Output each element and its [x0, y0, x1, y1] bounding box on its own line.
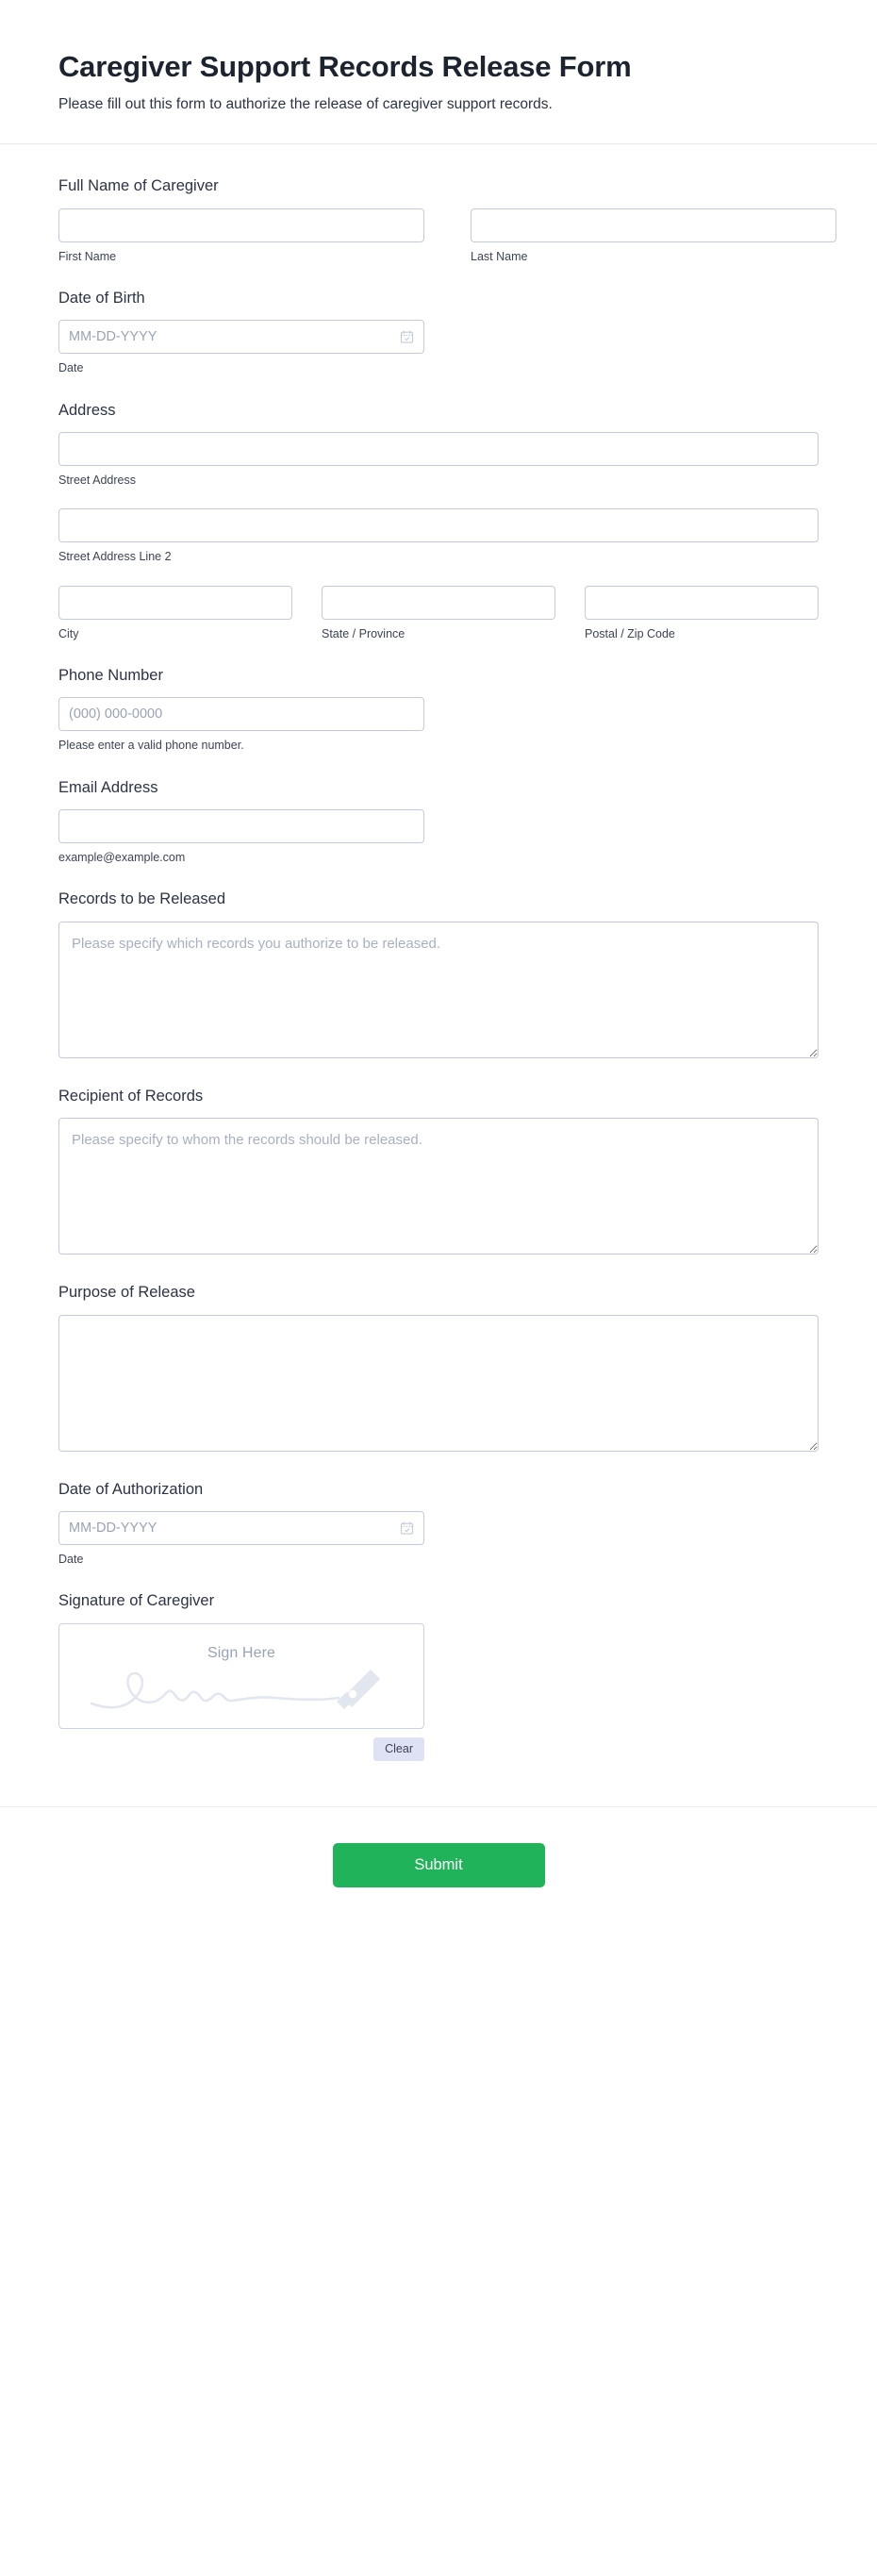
signature-actions: [58, 1737, 424, 1761]
records-to-be-released-textarea[interactable]: [58, 922, 819, 1058]
last-name-col: [471, 208, 836, 264]
field-email-address: [58, 778, 819, 866]
date-of-authorization-sublabel: Date: [58, 1552, 84, 1566]
state-province-sublabel: State / Province: [322, 626, 405, 640]
street-address-2-col: [58, 508, 819, 564]
zip-col: [585, 586, 819, 641]
form-footer: [0, 1807, 877, 1954]
street-address-2-sublabel: Street Address Line 2: [58, 550, 172, 564]
city-sublabel: City: [58, 626, 79, 640]
field-phone-number: [58, 666, 819, 754]
state-col: [322, 586, 555, 641]
submit-button[interactable]: Submit: [333, 1843, 545, 1888]
city-input[interactable]: [58, 586, 292, 620]
signature-pad[interactable]: [58, 1623, 424, 1729]
date-of-authorization-wrap: [58, 1511, 424, 1545]
field-address: [58, 401, 819, 641]
clear-signature-button[interactable]: Clear: [373, 1737, 424, 1761]
recipient-of-records-label: Recipient of Records: [58, 1087, 204, 1105]
date-of-birth-input[interactable]: [58, 320, 424, 354]
street-address-col: [58, 432, 819, 488]
signature-label: Signature of Caregiver: [58, 1592, 215, 1610]
field-records-to-be-released: [58, 889, 819, 1057]
page-title: Caregiver Support Records Release Form: [58, 50, 632, 83]
records-to-be-released-label: Records to be Released: [58, 890, 226, 908]
form-body: [0, 144, 877, 1805]
email-address-sublabel: example@example.com: [58, 850, 186, 864]
form-header: [0, 0, 877, 143]
state-province-input[interactable]: [322, 586, 555, 620]
street-address-sublabel: Street Address: [58, 474, 136, 488]
field-date-of-birth: [58, 289, 819, 376]
date-of-authorization-input[interactable]: [58, 1511, 424, 1545]
last-name-input[interactable]: [471, 208, 836, 242]
address-label: Address: [58, 401, 116, 419]
date-of-birth-wrap: [58, 320, 424, 354]
email-address-input[interactable]: [58, 809, 424, 843]
phone-number-input[interactable]: [58, 697, 424, 731]
field-signature: [58, 1591, 819, 1760]
page-subtitle: Please fill out this form to authorize the release of caregiver support records.: [58, 95, 553, 112]
field-purpose-of-release: [58, 1283, 819, 1451]
full-name-label: Full Name of Caregiver: [58, 177, 219, 195]
first-name-col: [58, 208, 424, 264]
signature-hint: Sign Here: [207, 1644, 276, 1661]
email-address-label: Email Address: [58, 778, 158, 796]
phone-number-sublabel: Please enter a valid phone number.: [58, 739, 244, 753]
postal-zip-sublabel: Postal / Zip Code: [585, 626, 675, 640]
date-of-birth-label: Date of Birth: [58, 289, 145, 307]
first-name-input[interactable]: [58, 208, 424, 242]
phone-number-label: Phone Number: [58, 666, 163, 684]
field-full-name: [58, 176, 819, 264]
first-name-sublabel: First Name: [58, 249, 117, 263]
recipient-of-records-textarea[interactable]: [58, 1118, 819, 1255]
date-of-birth-sublabel: Date: [58, 361, 84, 375]
street-address-input[interactable]: [58, 432, 819, 466]
date-of-authorization-label: Date of Authorization: [58, 1480, 204, 1498]
postal-zip-input[interactable]: [585, 586, 819, 620]
purpose-of-release-label: Purpose of Release: [58, 1284, 195, 1302]
pen-nib-icon: [86, 1656, 397, 1717]
field-recipient-of-records: [58, 1087, 819, 1255]
last-name-sublabel: Last Name: [471, 249, 528, 263]
purpose-of-release-textarea[interactable]: [58, 1315, 819, 1452]
city-col: [58, 586, 292, 641]
street-address-line-2-input[interactable]: [58, 508, 819, 542]
field-date-of-authorization: [58, 1480, 819, 1568]
